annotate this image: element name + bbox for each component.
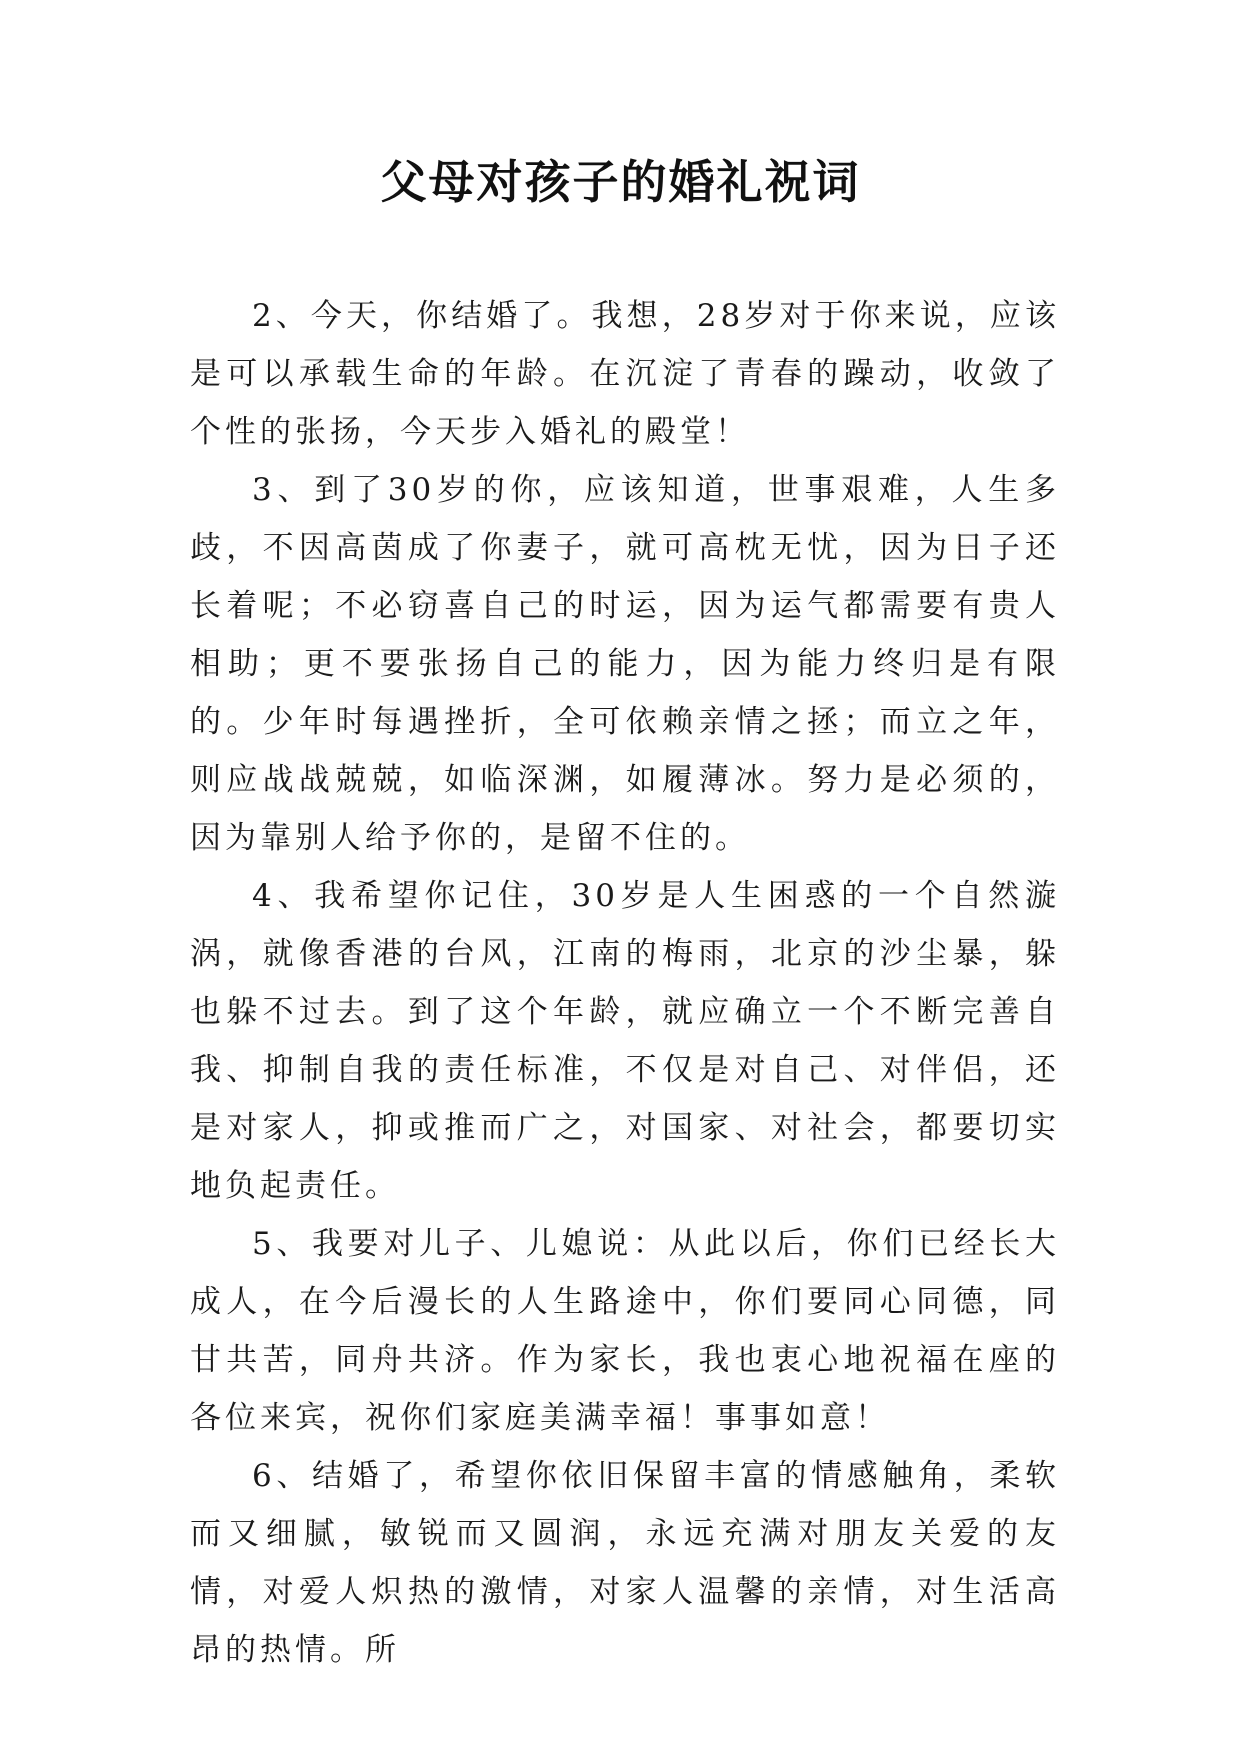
paragraph-5: 5、我要对儿子、儿媳说：从此以后，你们已经长大成人，在今后漫长的人生路途中，你们要同心同德，同甘共苦，同舟共济。作为家长，我也衷心地祝福在座的各位来宾，祝你们家庭美满幸福！事事如意！	[190, 1226, 1060, 1436]
paragraph-3: 3、到了30岁的你，应该知道，世事艰难，人生多歧，不因高茵成了你妻子，就可高枕无忧，因为日子还长着呢；不必窃喜自己的时运，因为运气都需要有贵人相助；更不要张扬自己的能力，因为能力终归是有限的。少年时每遇挫折，全可依赖亲情之拯；而立之年，则应战战兢兢，如临深渊，如履薄冰。努力是必须的，因为靠别人给予你的，是留不住的。	[190, 472, 1060, 856]
document-title: 父母对孩子的婚礼祝词	[380, 155, 861, 209]
document-body	[190, 287, 1060, 1679]
paragraph-4: 4、我希望你记住，30岁是人生困惑的一个自然漩涡，就像香港的台风，江南的梅雨，北京的沙尘暴，躲也躲不过去。到了这个年龄，就应确立一个不断完善自我、抑制自我的责任标准，不仅是对自己、对伴侣，还是对家人，抑或推而广之，对国家、对社会，都要切实地负起责任。	[190, 878, 1060, 1204]
paragraph-6: 6、结婚了，希望你依旧保留丰富的情感触角，柔软而又细腻，敏锐而又圆润，永远充满对朋友关爱的友情，对爱人炽热的激情，对家人温馨的亲情，对生活高昂的热情。所	[190, 1458, 1060, 1668]
paragraph-2: 2、今天，你结婚了。我想，28岁对于你来说，应该是可以承载生命的年龄。在沉淀了青春的躁动，收敛了个性的张扬，今天步入婚礼的殿堂！	[190, 298, 1060, 450]
